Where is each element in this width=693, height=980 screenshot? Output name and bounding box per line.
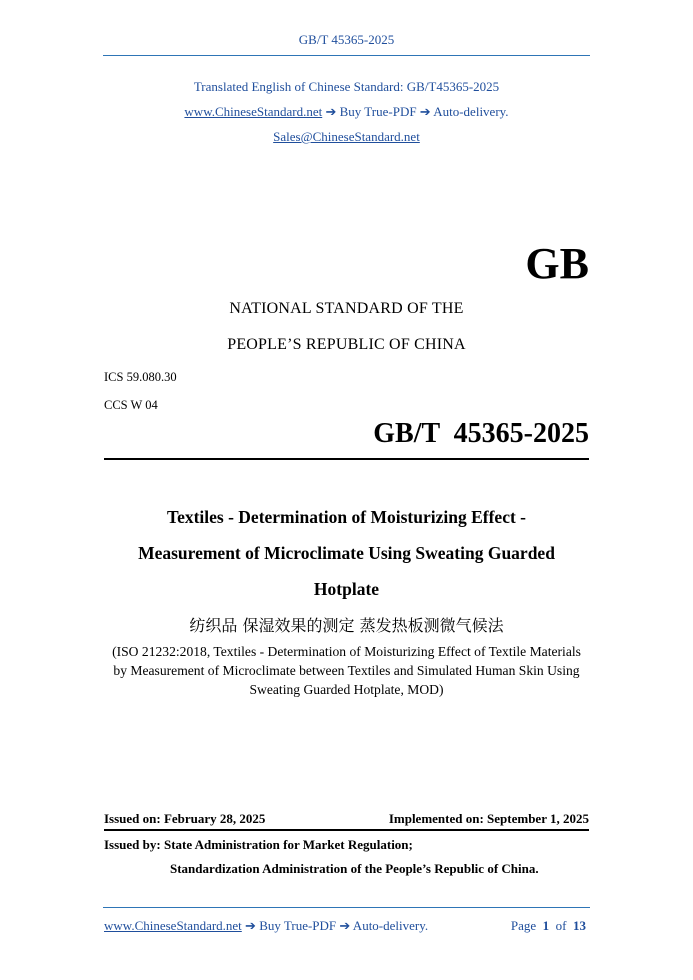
- ccs-code: CCS W 04: [104, 398, 158, 412]
- promo-line: [0, 104, 693, 120]
- title-line-2: Measurement of Microclimate Using Sweating Guarded: [138, 543, 555, 563]
- footer-buy-text: ➔ Buy True-PDF ➔ Auto-delivery.: [241, 918, 429, 933]
- page-header-code: GB/T 45365-2025: [298, 32, 395, 47]
- site-link[interactable]: www.ChineseStandard.net: [184, 104, 323, 119]
- email-line: [0, 129, 693, 145]
- footer-divider: [103, 907, 590, 908]
- standard-number-rule: [104, 458, 589, 460]
- issued-on-date: Issued on: February 28, 2025: [104, 811, 266, 826]
- footer-site-link[interactable]: www.ChineseStandard.net: [104, 918, 242, 933]
- national-standard-line2: PEOPLE’S REPUBLIC OF CHINA: [227, 336, 466, 353]
- header-divider: [103, 55, 590, 56]
- issue-rule: [104, 829, 589, 831]
- gb-mark: GB: [525, 239, 589, 288]
- title-line-3: Hotplate: [313, 579, 380, 599]
- standard-number: GB/T 45365-2025: [373, 418, 589, 449]
- issued-by-line1: Issued by: State Administration for Market Regulation;: [104, 837, 413, 852]
- iso-reference-line3: Sweating Guarded Hotplate, MOD): [249, 682, 444, 697]
- iso-reference-line1: (ISO 21232:2018, Textiles - Determination of Moisturizing Effect of Textile Materials: [112, 644, 581, 659]
- title-chinese: 纺织品 保湿效果的测定 蒸发热板测微气候法: [189, 616, 504, 635]
- implemented-on-date: Implemented on: September 1, 2025: [388, 811, 589, 826]
- total-pages: 13: [573, 918, 586, 933]
- of-label: of: [555, 918, 567, 933]
- sales-email-link[interactable]: Sales@ChineseStandard.net: [273, 129, 420, 144]
- page-number: 1: [542, 918, 550, 933]
- issued-by-line2: Standardization Administration of the People’s Republic of China.: [170, 861, 539, 876]
- iso-reference-line2: by Measurement of Microclimate between Textiles and Simulated Human Skin Using: [113, 663, 580, 678]
- translation-notice: Translated English of Chinese Standard: GB/T45365-2025: [193, 79, 500, 94]
- title-line-1: Textiles - Determination of Moisturizing Effect -: [167, 507, 526, 527]
- footer-promo: [104, 918, 428, 934]
- national-standard-line1: NATIONAL STANDARD OF THE: [229, 300, 464, 317]
- page-label: Page: [510, 918, 537, 933]
- buy-text: ➔ Buy True-PDF ➔ Auto-delivery.: [322, 104, 509, 119]
- page-indicator: [511, 918, 586, 934]
- ics-code: ICS 59.080.30: [104, 370, 177, 384]
